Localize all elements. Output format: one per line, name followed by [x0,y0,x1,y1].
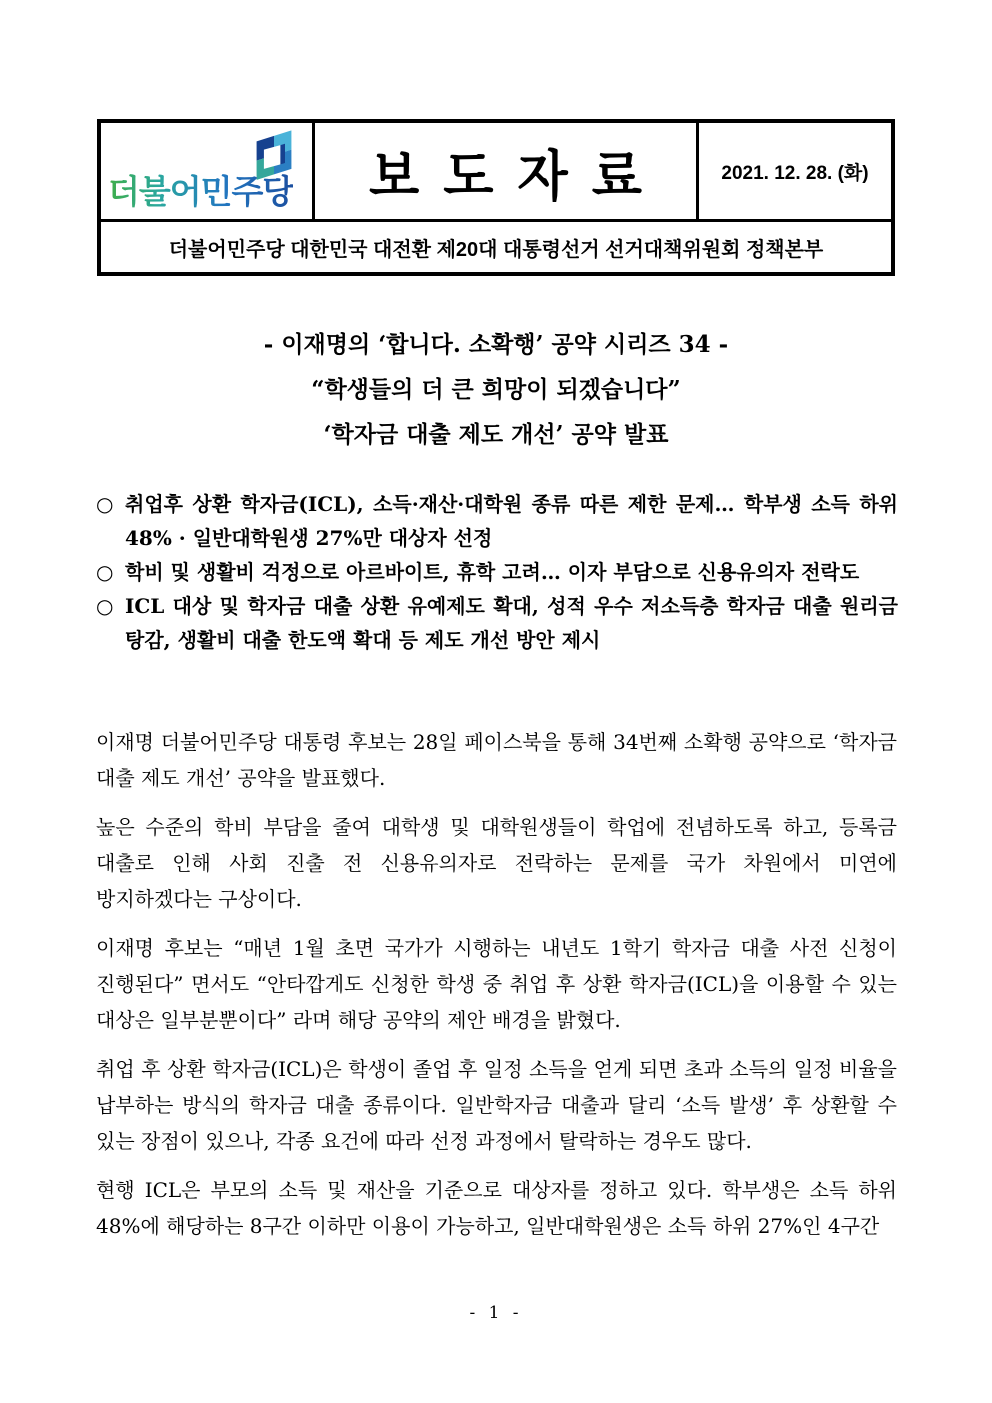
bullet-text: ICL 대상 및 학자금 대출 상환 유예제도 확대, 성적 우수 저소득층 학자금 대출 원리금 탕감, 생활비 대출 한도액 확대 등 제도 개선 방안 제시 [125,594,898,652]
party-logo [101,123,315,219]
body-paragraph: 이재명 후보는 “매년 1월 초면 국가가 시행하는 내년도 1학기 학자금 대출 사전 신청이 진행된다” 면서도 “안타깝게도 신청한 학생 중 취업 후 상환 학자금(ICL)을 이용할 수 있는 대상은 일부분뿐이다” 라며 해당 공약의 제안 배경을 밝혔다. [96,936,897,1032]
summary-bullet [96,487,898,555]
page-number: - 1 - [469,1303,523,1323]
summary-bullet-list [96,487,898,657]
document-type-title: 보도자료 [369,146,666,208]
header-row-organization [101,222,891,272]
body-paragraph: 취업 후 상환 학자금(ICL)은 학생이 졸업 후 일정 소득을 얻게 되면 초과 소득의 일정 비율을 납부하는 방식의 학자금 대출 종류이다. 일반학자금 대출과 달리 ‘소득 발생’ 후 상환할 수 있는 장점이 있으나, 각종 요건에 따라 선정 과정에서 탈락하는 경우도 많다. [96,1057,897,1153]
bullet-circle-icon: ○ [96,492,114,516]
headline-block [96,322,896,457]
article-body [96,724,897,1257]
bullet-text: 학비 및 생활비 걱정으로 아르바이트, 휴학 고려… 이자 부담으로 신용유의자 전락도 [125,560,860,584]
document-type-cell [315,123,699,219]
issuing-organization: 더불어민주당 대한민국 대전환 제20대 대통령선거 선거대책위원회 정책본부 [168,238,824,261]
summary-bullet [96,589,898,657]
party-name: 더불어민주당 [108,166,293,213]
body-paragraph: 높은 수준의 학비 부담을 줄여 대학생 및 대학원생들이 학업에 전념하도록 하고, 등록금 대출로 인해 사회 진출 전 신용유의자로 전락하는 문제를 국가 차원에서 미연에 방지하겠다는 구상이다. [96,815,897,911]
date-cell [699,123,891,219]
headline-quote-line: “학생들의 더 큰 희망이 되겠습니다” [311,376,681,403]
press-release-header [97,119,895,276]
summary-bullet [96,555,898,589]
headline-series-line: - 이재명의 ‘합니다. 소확행’ 공약 시리즈 34 - [263,331,729,358]
bullet-circle-icon: ○ [96,594,114,618]
bullet-circle-icon: ○ [96,560,114,584]
body-paragraph: 현행 ICL은 부모의 소득 및 재산을 기준으로 대상자를 정하고 있다. 학부생은 소득 하위 48%에 해당하는 8구간 이하만 이용이 가능하고, 일반대학원생은 소득 하위 27%인 4구간 [96,1178,897,1238]
bullet-text: 취업후 상환 학자금(ICL), 소득·재산·대학원 종류 따른 제한 문제… 학부생 소득 하위 48% · 일반대학원생 27%만 대상자 선정 [125,492,898,550]
header-row-main [101,123,891,222]
body-paragraph: 이재명 더불어민주당 대통령 후보는 28일 페이스북을 통해 34번째 소확행 공약으로 ‘학자금 대출 제도 개선’ 공약을 발표했다. [96,730,897,790]
release-date: 2021. 12. 28. (화) [721,162,869,184]
headline-topic-line: ‘학자금 대출 제도 개선’ 공약 발표 [323,421,669,448]
